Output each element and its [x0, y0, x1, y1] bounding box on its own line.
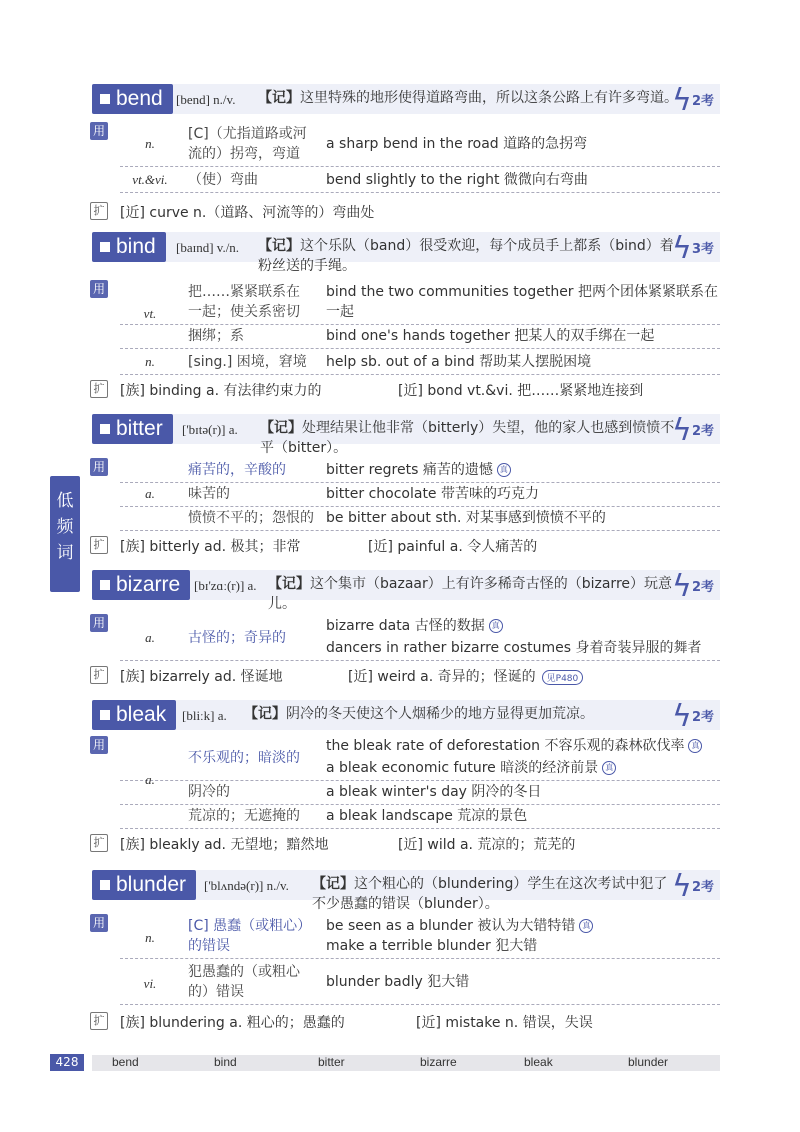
mnemonic: 【记】这个粗心的（blundering）学生在这次考试中犯了不少愚蠢的错误（blunder）。 [312, 876, 668, 912]
footer-word[interactable]: bend [112, 1055, 139, 1069]
entry-bind [92, 228, 720, 408]
entry-header [92, 566, 720, 612]
usage-icon: 用 [90, 458, 108, 476]
mnemonic: 【记】这个乐队（band）很受欢迎，每个成员手上都系（bind）着粉丝送的手绳。 [258, 238, 674, 274]
entry-bend [92, 80, 720, 230]
usage-icon: 用 [90, 280, 108, 298]
usage-row: vt.&vi. （使）弯曲 bend slightly to the right 微微向右弯曲 [120, 168, 720, 193]
extension-icon: 扩 [90, 1012, 108, 1030]
footer-word[interactable]: bizarre [420, 1055, 457, 1069]
usage-row: 捆绑；系 bind one's hands together 把某人的双手绑在一起 [120, 326, 720, 349]
usage-table: 痛苦的，辛酸的 bitter regrets 痛苦的遗憾 真 a. 味苦的 bitter chocolate 带苦味的巧克力 愤愤不平的；怨恨的 be bitter about sth. 对某事感到愤愤不平的 [120, 458, 720, 532]
usage-row: a. 古怪的；奇异的 bizarre data 古怪的数据 真 dancers in rather bizarre costumes 身着奇装异服的舞者 [120, 614, 720, 661]
entry-header [92, 410, 720, 456]
phonetic: ['bɪtə(r)] a. [182, 422, 238, 437]
headword: bizarre [92, 570, 190, 600]
usage-icon: 用 [90, 122, 108, 140]
extension-synonym: [近] curve n.（道路、河流等的）弯曲处 [120, 205, 375, 221]
headword: bleak [92, 700, 176, 730]
entry-bizarre [92, 566, 720, 690]
headword: bend [92, 84, 173, 114]
footer-word[interactable]: bleak [524, 1055, 553, 1069]
headword: bind [92, 232, 166, 262]
extension-synonym: [近] mistake n. 错误，失误 [416, 1015, 593, 1031]
extension-family: [族] binding a. 有法律约束力的 [120, 383, 322, 399]
entry-blunder [92, 866, 720, 1036]
extension-family: [族] bizarrely ad. 怪诞地 [120, 669, 283, 685]
footer-word[interactable]: blunder [628, 1055, 669, 1069]
lightning-icon: ϟ [672, 83, 692, 118]
exam-seal-icon: 真 [579, 919, 593, 933]
exam-count-badge: ϟ 2考 [672, 569, 715, 604]
extension-icon: 扩 [90, 834, 108, 852]
mnemonic: 【记】这里特殊的地形使得道路弯曲，所以这条公路上有许多弯道。 [258, 90, 678, 106]
entry-header [92, 696, 720, 738]
page-number: 428 [50, 1054, 84, 1071]
phonetic: [bɪ'zɑː(r)] a. [194, 578, 257, 593]
headword: bitter [92, 414, 173, 444]
extension-family: [族] bleakly ad. 无望地；黯然地 [120, 837, 329, 853]
entry-header [92, 866, 720, 912]
page-footer [50, 1052, 720, 1074]
usage-icon: 用 [90, 914, 108, 932]
extension-synonym: [近] wild a. 荒凉的；荒芜的 [398, 837, 576, 853]
usage-row: 荒凉的；无遮掩的 a bleak landscape 荒凉的景色 [120, 806, 720, 829]
mnemonic: 【记】处理结果让他非常（bitterly）失望，他的家人也感到愤愤不平（bitter）。 [260, 420, 675, 456]
phonetic: [baɪnd] v./n. [176, 240, 240, 255]
usage-row: vi. 犯愚蠢的（或粗心的）错误 blunder badly 犯大错 [120, 960, 720, 1005]
usage-table [120, 614, 720, 660]
extension-family: [族] blundering a. 粗心的；愚蠢的 [120, 1015, 345, 1031]
usage-row: n. [sing.] 困境，窘境 help sb. out of a bind 帮助某人摆脱困境 [120, 350, 720, 375]
extension-icon: 扩 [90, 666, 108, 684]
entry-bitter [92, 410, 720, 560]
side-tab-low-frequency: 低频词 [50, 476, 80, 592]
footer-word[interactable]: bitter [318, 1055, 345, 1069]
exam-seal-icon: 真 [497, 463, 511, 477]
usage-icon: 用 [90, 614, 108, 632]
exam-count-badge: ϟ 2考 [672, 699, 715, 734]
footer-word[interactable]: bind [214, 1055, 237, 1069]
lightning-icon: ϟ [672, 413, 692, 448]
usage-row: n. [C] 愚蠢（或粗心）的错误 be seen as a blunder 被认为大错特错 真 make a terrible blunder 犯大错 [120, 914, 720, 959]
usage-row: 不乐观的；暗淡的 the bleak rate of deforestation 不容乐观的森林砍伐率 真 a bleak economic future 暗淡的经济前景 真 [120, 736, 720, 781]
lightning-icon: ϟ [672, 699, 692, 734]
usage-table: 不乐观的；暗淡的 the bleak rate of deforestation 不容乐观的森林砍伐率 真 a bleak economic future 暗淡的经济前景 真 a. 阴冷的 a bleak winter's day 阴冷的冬日 荒凉的；无遮掩的 a bleak landscape 荒凉的景色 [120, 736, 720, 828]
exam-count-badge: ϟ 2考 [672, 413, 715, 448]
exam-count-badge: ϟ 3考 [672, 231, 715, 266]
usage-row: 愤愤不平的；怨恨的 be bitter about sth. 对某事感到愤愤不平的 [120, 506, 720, 531]
extension-icon: 扩 [90, 380, 108, 398]
extension-synonym: [近] bond vt.&vi. 把……紧紧地连接到 [398, 383, 644, 399]
entry-header [92, 80, 720, 122]
exam-count-badge: ϟ 2考 [672, 83, 715, 118]
phonetic: ['blʌndə(r)] n./v. [204, 878, 289, 893]
extension-icon: 扩 [90, 202, 108, 220]
usage-row: 痛苦的，辛酸的 bitter regrets 痛苦的遗憾 真 [120, 458, 720, 483]
phonetic: [bliːk] a. [182, 708, 227, 723]
entry-header [92, 228, 720, 274]
lightning-icon: ϟ [672, 231, 692, 266]
usage-table [120, 280, 720, 374]
page-reference[interactable]: 见P480 [542, 670, 584, 685]
extension-icon: 扩 [90, 536, 108, 554]
headword: blunder [92, 870, 196, 900]
exam-count-badge: ϟ 2考 [672, 869, 715, 904]
usage-icon: 用 [90, 736, 108, 754]
lightning-icon: ϟ [672, 569, 692, 604]
usage-table [120, 122, 720, 192]
exam-seal-icon: 真 [602, 761, 616, 775]
mnemonic: 【记】这个集市（bazaar）上有许多稀奇古怪的（bizarre）玩意儿。 [268, 576, 673, 612]
usage-row: n. [C]（尤指道路或河流的）拐弯，弯道 a sharp bend in the road 道路的急拐弯 [120, 122, 720, 167]
mnemonic: 【记】阴冷的冬天使这个人烟稀少的地方显得更加荒凉。 [244, 706, 594, 722]
extension-synonym: [近] painful a. 令人痛苦的 [368, 539, 538, 555]
exam-seal-icon: 真 [688, 739, 702, 753]
usage-row: 味苦的 bitter chocolate 带苦味的巧克力 [120, 482, 720, 507]
entry-bleak [92, 696, 720, 856]
usage-row: vt. 把……紧紧联系在一起；使关系密切 bind the two communities together 把两个团体紧紧联系在一起 [120, 280, 720, 325]
usage-table [120, 914, 720, 1006]
phonetic: [bend] n./v. [176, 92, 236, 107]
usage-row: 阴冷的 a bleak winter's day 阴冷的冬日 [120, 782, 720, 805]
extension-family: [族] bitterly ad. 极其；非常 [120, 539, 301, 555]
extension-synonym: [近] weird a. 奇异的；怪诞的 见P480 [348, 666, 583, 686]
exam-seal-icon: 真 [489, 619, 503, 633]
lightning-icon: ϟ [672, 869, 692, 904]
